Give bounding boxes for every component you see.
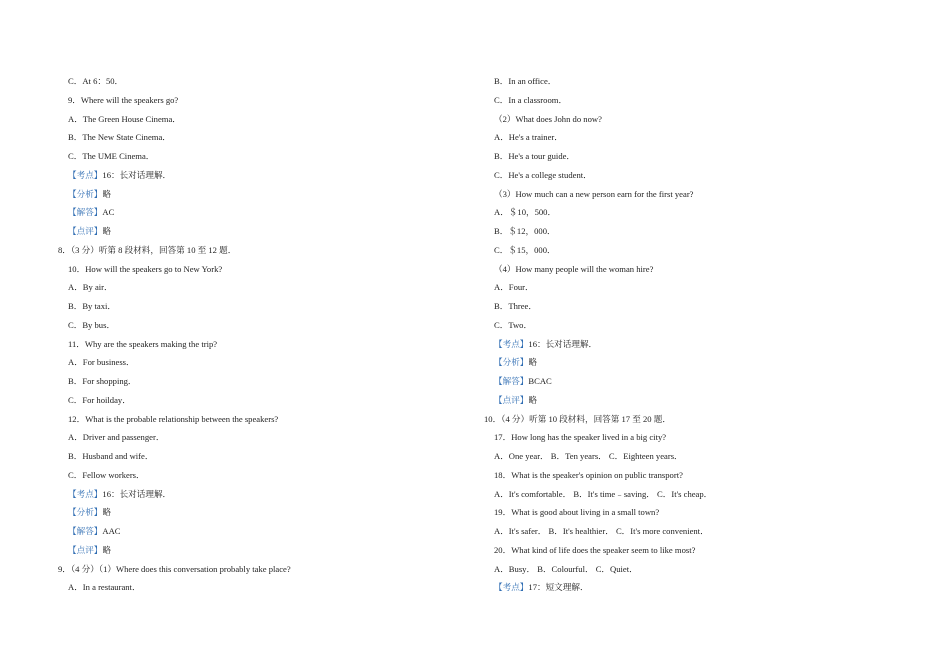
option-line: B．For shopping．	[68, 376, 137, 386]
option-line: A．The Green House Cinema．	[68, 113, 181, 124]
option-line: B．＄12，000．	[494, 226, 556, 236]
annotation-line	[58, 166, 458, 185]
annotation-text: 略	[102, 226, 111, 236]
option-line: （3）How much can a new person earn for the first year?	[494, 188, 694, 199]
annotation-line	[484, 335, 904, 354]
annotation-text: 略	[528, 394, 537, 405]
option-line: A．One year． B．Ten years． C．Eighteen years．	[494, 451, 683, 461]
section-heading: 10．（4 分）听第 10 段材料，回答第 17 至 20 题．	[484, 413, 671, 424]
option-line: B．The New State Cinema．	[68, 132, 171, 143]
option-line: B．He's a tour guide．	[494, 151, 576, 161]
annotation-text: 略	[102, 507, 111, 518]
annotation-line	[58, 222, 458, 241]
question-line: 12．What is the probable relationship between the speakers?	[68, 413, 279, 424]
option-line: C．In a classroom．	[494, 94, 568, 105]
question-line: 17．How long has the speaker lived in a big city?	[494, 432, 667, 443]
annotation-line	[58, 522, 458, 541]
question-line: 20．What kind of life does the speaker seem to like most?	[494, 544, 696, 555]
option-line: A．It's comfortable． B．It's time﹣saving． C．It's cheap．	[494, 488, 713, 499]
option-line: C．Two．	[494, 319, 533, 330]
annotation-tag: 【考点】	[68, 169, 103, 180]
annotation-tag: 【分析】	[68, 188, 103, 199]
option-line: A．For business．	[68, 357, 135, 368]
right-column	[484, 72, 904, 597]
annotation-tag: 【解答】	[68, 526, 103, 536]
annotation-line	[484, 372, 904, 391]
option-line: B．Husband and wife．	[68, 451, 154, 461]
annotation-line	[58, 485, 458, 504]
annotation-line	[58, 541, 458, 560]
annotation-tag: 【点评】	[68, 226, 103, 236]
annotation-text: 16：长对话理解．	[528, 338, 598, 349]
annotation-line	[484, 353, 904, 372]
option-line: A．Four．	[494, 282, 534, 293]
annotation-tag: 【点评】	[68, 544, 103, 555]
annotation-text: 16：长对话理解．	[102, 488, 172, 499]
option-line: C．He's a college student．	[494, 169, 592, 180]
option-line: C．The UME Cinema．	[68, 151, 155, 161]
section-heading: 9．（4 分）（1）Where does this conversation probably take place?	[58, 563, 291, 574]
option-line: B．By taxi．	[68, 301, 116, 311]
section-heading: 8．（3 分）听第 8 段材料，回答第 10 至 12 题．	[58, 244, 237, 255]
left-column	[58, 72, 458, 597]
annotation-line	[58, 185, 458, 204]
annotation-line	[484, 391, 904, 410]
annotation-text: 略	[528, 357, 537, 368]
option-line: C．Fellow workers．	[68, 469, 145, 480]
option-line: （2）What does John do now?	[494, 113, 602, 124]
annotation-tag: 【解答】	[494, 376, 529, 386]
question-line: 19．What is good about living in a small town?	[494, 507, 660, 518]
annotation-text: 略	[102, 188, 111, 199]
option-line: C．For hoilday．	[68, 394, 131, 405]
option-line: A．It's safer． B．It's healthier． C．It's more convenient．	[494, 526, 709, 536]
annotation-tag: 【考点】	[494, 582, 529, 593]
annotation-line	[58, 203, 458, 222]
option-line: A．By air．	[68, 282, 113, 293]
option-line: A．In a restaurant．	[68, 582, 141, 593]
option-line: （4）How many people will the woman hire?	[494, 263, 654, 274]
annotation-tag: 【分析】	[494, 357, 529, 368]
option-line: C．＄15，000．	[494, 244, 556, 255]
annotation-text: AC	[102, 207, 115, 218]
annotation-tag: 【解答】	[68, 207, 103, 218]
option-line: A．＄10，500．	[494, 207, 557, 218]
option-line: A．Driver and passenger．	[68, 432, 165, 443]
option-line: C．By bus．	[68, 319, 116, 330]
annotation-text: 17：短文理解．	[528, 582, 589, 593]
annotation-text: BCAC	[528, 376, 552, 386]
option-line: B．Three．	[494, 301, 537, 311]
annotation-line	[58, 503, 458, 522]
annotation-text: AAC	[102, 526, 121, 536]
annotation-line	[484, 578, 904, 597]
annotation-text: 略	[102, 544, 111, 555]
annotation-tag: 【考点】	[494, 338, 529, 349]
option-line: C．At 6：50．	[68, 76, 124, 86]
option-line: A．Busy． B．Colourful． C．Quiet．	[494, 563, 638, 574]
option-line: B．In an office．	[494, 76, 557, 86]
question-line: 18．What is the speaker's opinion on public transport?	[494, 469, 683, 480]
annotation-text: 16：长对话理解．	[102, 169, 172, 180]
annotation-tag: 【点评】	[494, 394, 529, 405]
annotation-tag: 【分析】	[68, 507, 103, 518]
option-line: A．He's a trainer．	[494, 132, 563, 143]
question-line: 11．Why are the speakers making the trip?	[68, 338, 218, 349]
question-line: 9．Where will the speakers go?	[68, 94, 179, 105]
annotation-tag: 【考点】	[68, 488, 103, 499]
question-line: 10．How will the speakers go to New York?	[68, 263, 223, 274]
